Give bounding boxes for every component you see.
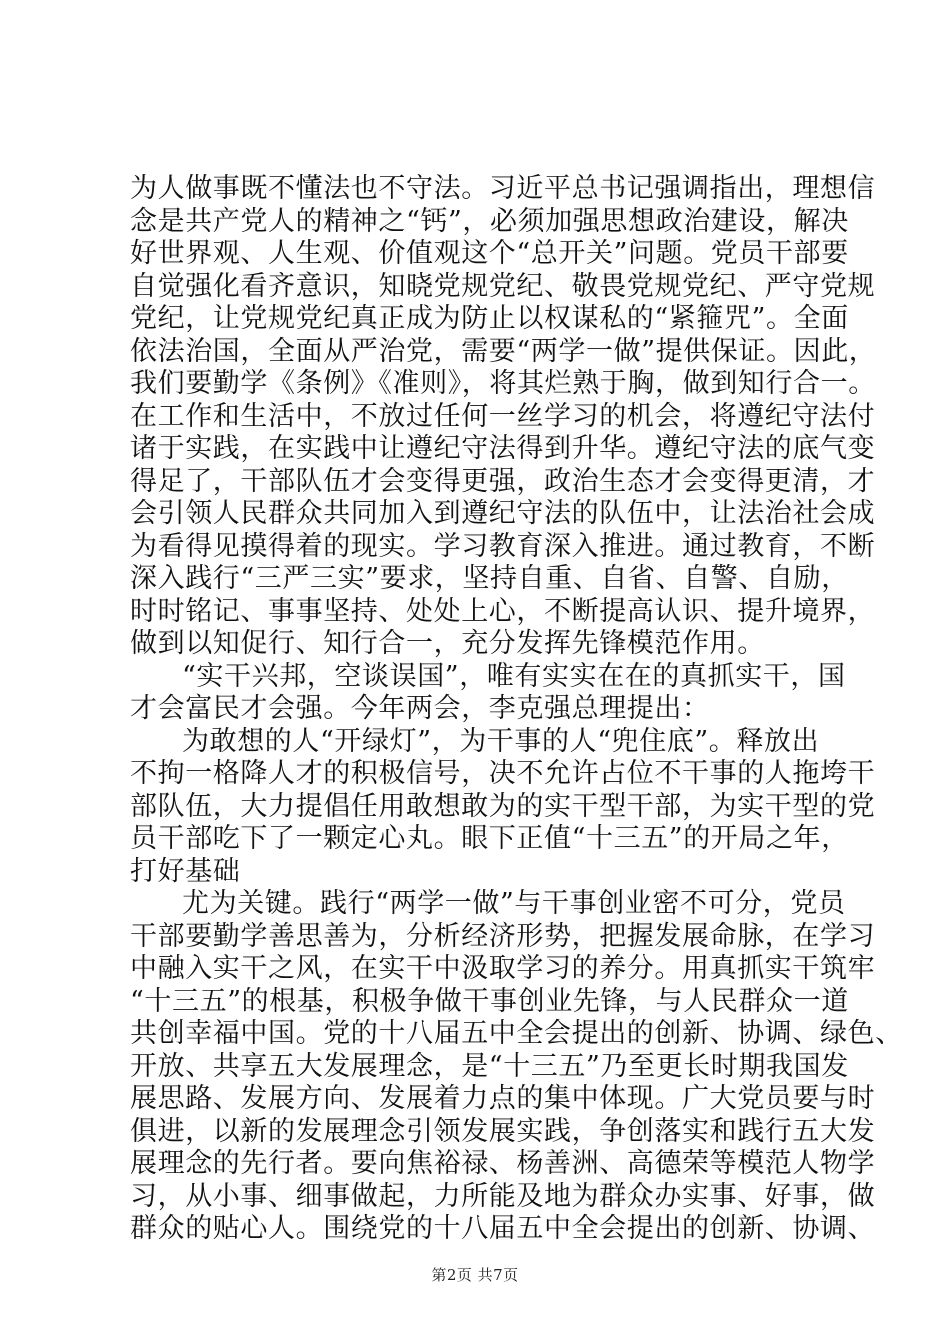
text-line: 党纪，让党规党纪真正成为防止以权谋私的“紧箍咒”。全面 <box>130 303 849 334</box>
text-line: 念是共产党人的精神之“钙”，必须加强思想政治建设，解决 <box>130 205 849 237</box>
text-line: 诸于实践，在实践中让遵纪守法得到升华。遵纪守法的底气变 <box>130 433 876 464</box>
text-line: 做到以知促行、知行合一，充分发挥先锋模范作用。 <box>130 628 765 659</box>
text-line: 群众的贴心人。围绕党的十八届五中全会提出的创新、协调、 <box>130 1213 876 1244</box>
text-line: 时时铭记、事事坚持、处处上心，不断提高认识、提升境界， <box>130 595 876 627</box>
text-line: 为人做事既不懂法也不守法。习近平总书记强调指出，理想信 <box>130 173 876 204</box>
text-line: 习，从小事、细事做起，力所能及地为群众办实事、好事，做 <box>130 1180 876 1212</box>
text-line: 俱进，以新的发展理念引领发展实践，争创落实和践行五大发 <box>130 1115 876 1147</box>
text-line: 为敢想的人“开绿灯”，为干事的人“兜住底”。释放出 <box>182 725 820 757</box>
text-line: 好世界观、人生观、价值观这个“总开关”问题。党员干部要 <box>130 238 849 269</box>
text-line: 不拘一格降人才的积极信号，决不允许占位不干事的人拖垮干 <box>130 758 876 789</box>
text-line: 才会富民才会强。今年两会，李克强总理提出： <box>130 693 710 724</box>
text-line: 员干部吃下了一颗定心丸。眼下正值“十三五”的开局之年， <box>130 823 849 854</box>
text-line: 深入践行“三严三实”要求，坚持自重、自省、自警、自励， <box>130 563 849 594</box>
text-line: 开放、共享五大发展理念，是“十三五”乃至更长时期我国发 <box>130 1050 849 1082</box>
text-line: 干部要勤学善思善为，分析经济形势，把握发展命脉，在学习 <box>130 920 876 952</box>
text-line: 展思路、发展方向、发展着力点的集中体现。广大党员要与时 <box>130 1083 876 1114</box>
text-line: 自觉强化看齐意识，知晓党规党纪、敬畏党规党纪、严守党规 <box>130 270 876 302</box>
text-line: “实干兴邦，空谈误国”，唯有实实在在的真抓实干，国 <box>182 660 846 692</box>
text-line: 会引领人民群众共同加入到遵纪守法的队伍中，让法治社会成 <box>130 498 876 529</box>
text-line: 依法治国，全面从严治党，需要“两学一做”提供保证。因此， <box>130 335 877 367</box>
text-line: 中融入实干之风，在实干中汲取学习的养分。用真抓实干筑牢 <box>130 953 876 984</box>
text-line: 部队伍，大力提倡任用敢想敢为的实干型干部，为实干型的党 <box>130 790 876 822</box>
document-body <box>130 173 903 1246</box>
text-line: 在工作和生活中，不放过任何一丝学习的机会，将遵纪守法付 <box>130 400 876 432</box>
text-line: 打好基础 <box>130 855 241 887</box>
text-line: 为看得见摸得着的现实。学习教育深入推进。通过教育，不断 <box>130 530 876 562</box>
text-line: “十三五”的根基，积极争做干事创业先锋，与人民群众一道 <box>130 985 849 1017</box>
text-line: 尤为关键。践行“两学一做”与干事创业密不可分，党员 <box>182 888 846 919</box>
text-line: 展理念的先行者。要向焦裕禄、杨善洲、高德荣等模范人物学 <box>130 1148 876 1179</box>
text-line: 共创幸福中国。党的十八届五中全会提出的创新、协调、绿色、 <box>130 1018 903 1049</box>
text-line: 得足了，干部队伍才会变得更强，政治生态才会变得更清，才 <box>130 465 876 497</box>
text-line: 我们要勤学《条例》《准则》，将其烂熟于胸，做到知行合一。 <box>130 368 876 399</box>
page-number-footer: 第2页 共7页 <box>431 1266 519 1284</box>
